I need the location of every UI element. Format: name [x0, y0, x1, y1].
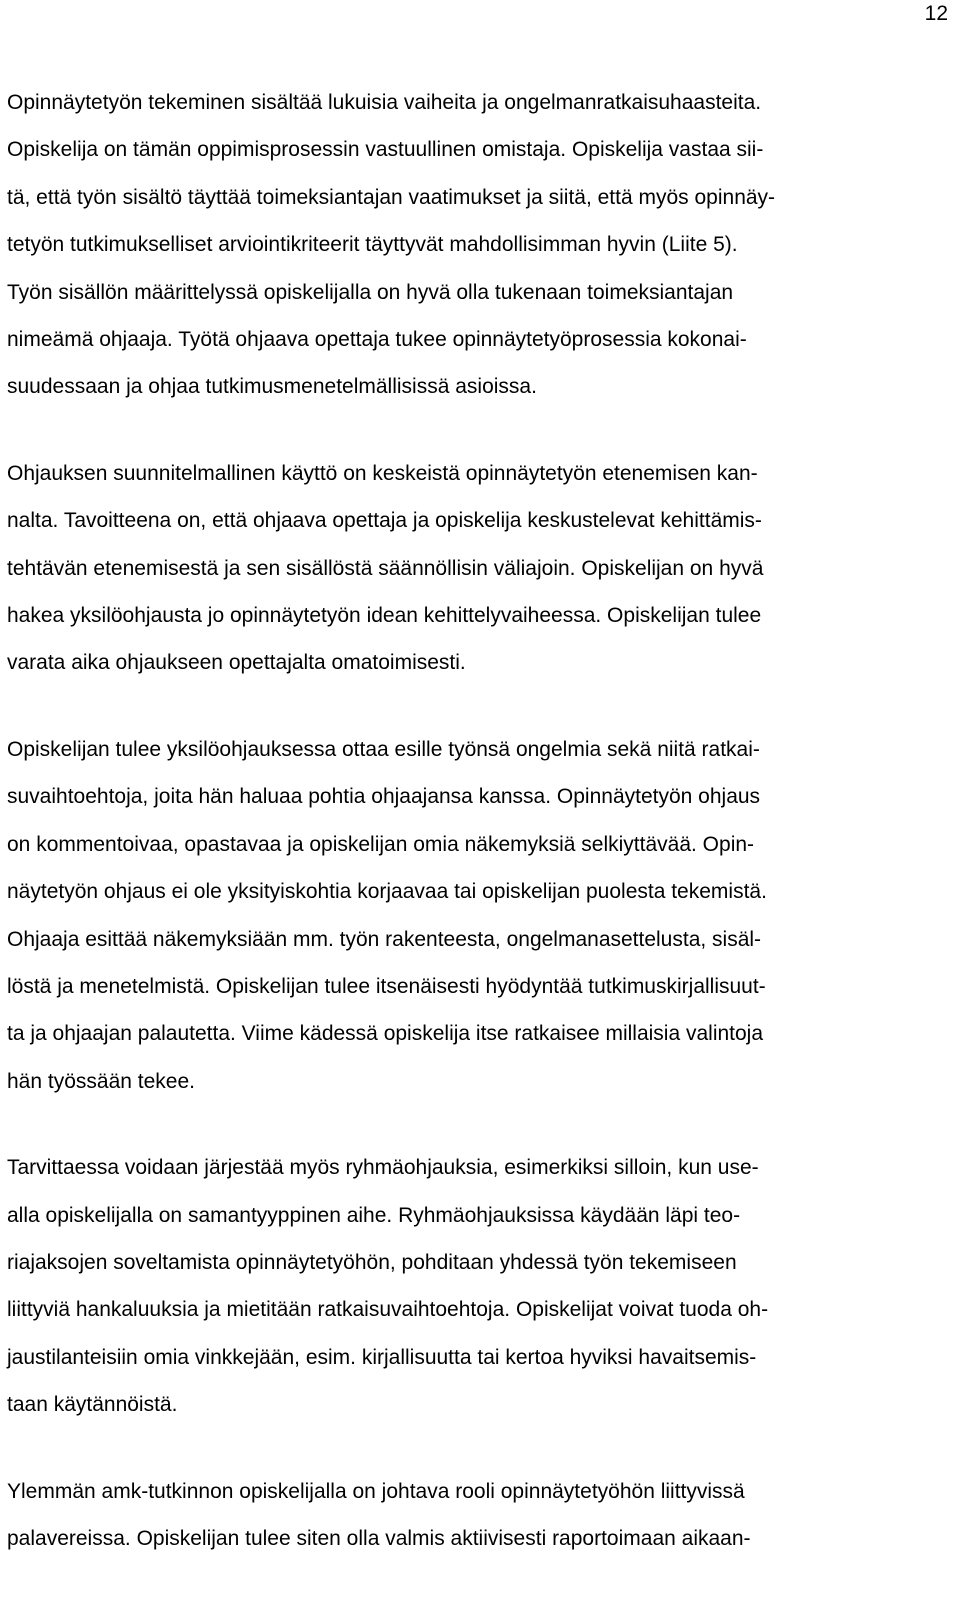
text-line: Työn sisällön määrittelyssä opiskelijalla on hyvä olla tukenaan toimeksiantajan: [7, 280, 734, 304]
text-line: Opinnäytetyön tekeminen sisältää lukuisia vaiheita ja ongelmanratkaisuhaasteita.: [7, 91, 762, 114]
text-line: jaustilanteisiin omia vinkkejään, esim. kirjallisuutta tai kertoa hyviksi havaitsemis-: [7, 1345, 757, 1369]
paragraph-5: [7, 1468, 953, 1563]
paragraph-4: [7, 1144, 953, 1428]
text-line: taan käytännöistä.: [7, 1393, 178, 1417]
text-line: Tarvittaessa voidaan järjestää myös ryhmäohjauksia, esimerkiksi silloin, kun use-: [7, 1156, 759, 1180]
text-line: tehtävän etenemisestä ja sen sisällöstä säännöllisin väliajoin. Opiskelijan on hyvä: [7, 556, 764, 580]
document-body: [7, 79, 953, 1601]
text-line: palavereissa. Opiskelijan tulee siten olla valmis aktiivisesti raportoimaan aikaan-: [7, 1526, 751, 1550]
text-line: ta ja ohjaajan palautetta. Viime kädessä opiskelija itse ratkaisee millaisia valintoja: [7, 1022, 764, 1046]
text-line: hakea yksilöohjausta jo opinnäytetyön idean kehittelyvaiheessa. Opiskelijan tulee: [7, 604, 762, 628]
text-line: näytetyön ohjaus ei ole yksityiskohtia korjaavaa tai opiskelijan puolesta tekemistä.: [7, 880, 767, 904]
paragraph-3: [7, 726, 953, 1105]
text-line: tetyön tutkimukselliset arviointikriteerit täyttyvät mahdollisimman hyvin (Liite 5).: [7, 233, 738, 257]
text-line: Ohjauksen suunnitelmallinen käyttö on keskeistä opinnäytetyön etenemisen kan-: [7, 461, 758, 485]
text-line: on kommentoivaa, opastavaa ja opiskelijan omia näkemyksiä selkiyttävää. Opin-: [7, 832, 755, 856]
paragraph-2: [7, 450, 953, 687]
text-line: löstä ja menetelmistä. Opiskelijan tulee itsenäisesti hyödyntää tutkimuskirjallisuut-: [7, 974, 766, 998]
text-line: suudessaan ja ohjaa tutkimusmenetelmällisissä asioissa.: [7, 375, 537, 399]
text-line: Opiskelijan tulee yksilöohjauksessa ottaa esille työnsä ongelmia sekä niitä ratkai-: [7, 737, 760, 761]
paragraph-1: [7, 79, 953, 411]
text-line: alla opiskelijalla on samantyyppinen aihe. Ryhmäohjauksissa käydään läpi teo-: [7, 1203, 741, 1227]
text-line: nimeämä ohjaaja. Työtä ohjaava opettaja tukee opinnäytetyöprosessia kokonai-: [7, 328, 747, 352]
text-line: Opiskelija on tämän oppimisprosessin vastuullinen omistaja. Opiskelija vastaa sii-: [7, 138, 764, 162]
text-line: Ylemmän amk-tutkinnon opiskelijalla on johtava rooli opinnäytetyöhön liittyvissä: [7, 1479, 745, 1503]
page-number: 12: [924, 2, 948, 25]
text-line: varata aika ohjaukseen opettajalta omatoimisesti.: [7, 651, 466, 675]
text-line: tä, että työn sisältö täyttää toimeksiantajan vaatimukset ja siitä, että myös opinnäy-: [7, 185, 776, 209]
text-line: nalta. Tavoitteena on, että ohjaava opettaja ja opiskelija keskustelevat kehittämis-: [7, 509, 762, 533]
text-line: liittyviä hankaluuksia ja mietitään ratkaisuvaihtoehtoja. Opiskelijat voivat tuoda oh-: [7, 1298, 769, 1322]
text-line: suvaihtoehtoja, joita hän haluaa pohtia ohjaajansa kanssa. Opinnäytetyön ohjaus: [7, 785, 761, 809]
text-line: hän työssään tekee.: [7, 1069, 195, 1093]
text-line: riajaksojen soveltamista opinnäytetyöhön, pohditaan yhdessä työn tekemiseen: [7, 1250, 737, 1274]
text-line: Ohjaaja esittää näkemyksiään mm. työn rakenteesta, ongelmanasettelusta, sisäl-: [7, 927, 762, 951]
